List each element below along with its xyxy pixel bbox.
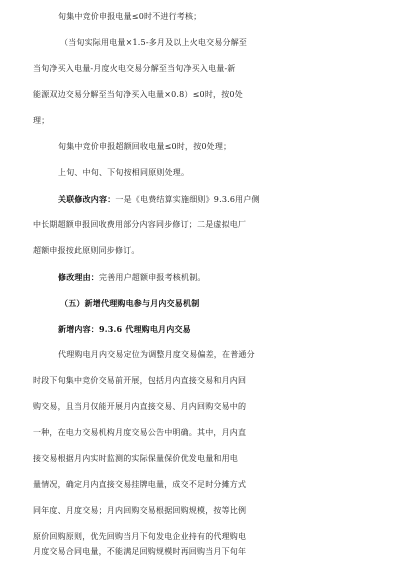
paragraph-line: 购交易，且当月仅能开展月内直接交易、月内回购交易中的 <box>33 402 247 411</box>
new-content-line <box>0 320 400 338</box>
paragraph-line: （当旬实际用电量×1.5-多月及以上火电交易分解至 <box>60 38 248 47</box>
paragraph-line: 旬集中竞价申报电量≤0时不进行考核； <box>58 12 202 21</box>
paragraph-line: 原价回购原则，优先回购当月下旬发电企业持有的代理购电 <box>33 532 247 541</box>
paragraph-line: 月度交易合同电量，不能满足回购规模时再回购当月下旬年 <box>33 547 247 556</box>
paragraph-line: 代理购电月内交易定位为调整月度交易偏差，在普通分 <box>58 350 255 359</box>
reason-line <box>0 268 400 286</box>
paragraph-line: 上旬、中旬、下旬按相同原则处理。 <box>58 168 190 177</box>
paragraph-line: 中长期超额申报回收费用部分内容同步修订；二是虚拟电厂 <box>33 220 247 229</box>
related-changes-line <box>0 190 400 208</box>
paragraph-line: 时段下旬集中竞价交易前开展，包括月内直接交易和月内回 <box>33 376 247 385</box>
paragraph-line: 理； <box>33 116 50 125</box>
paragraph-line: 旬集中竞价申报超额回收电量≤0时，按0处理； <box>58 142 232 151</box>
section-heading: （五）新增代理购电参与月内交易机制 <box>60 298 200 308</box>
paragraph-line: 同年度、月度交易；月内回购交易根据回购规模，按等比例 <box>33 506 247 515</box>
reason-text: 完善用户超额申报考核机制。 <box>99 273 206 282</box>
paragraph-line: 当旬净买入电量-月度火电交易分解至当旬净买入电量-新 <box>33 64 236 73</box>
paragraph-line: 超额申报按此原则同步修订。 <box>33 246 140 255</box>
paragraph-line: 接交易根据月内实时监测的实际保量保价优发电量和用电 <box>33 454 238 463</box>
reason-label: 修改理由： <box>58 272 99 282</box>
paragraph-line: 量情况，确定月内直接交易挂牌电量，成交不足时分摊方式 <box>33 480 247 489</box>
related-changes-label: 关联修改内容： <box>58 194 116 204</box>
new-content-label: 新增内容： <box>58 324 99 334</box>
new-content-clause: 9.3.6 代理购电月内交易 <box>99 324 191 334</box>
paragraph-line: 一种，在电力交易机构月度交易公告中明确。其中，月内直 <box>33 428 247 437</box>
paragraph-line: 能源双边交易分解至当旬净买入电量×0.8）≤0时，按0处 <box>33 90 243 99</box>
related-changes-text: 一是《电费结算实施细则》9.3.6用户侧 <box>115 195 260 204</box>
